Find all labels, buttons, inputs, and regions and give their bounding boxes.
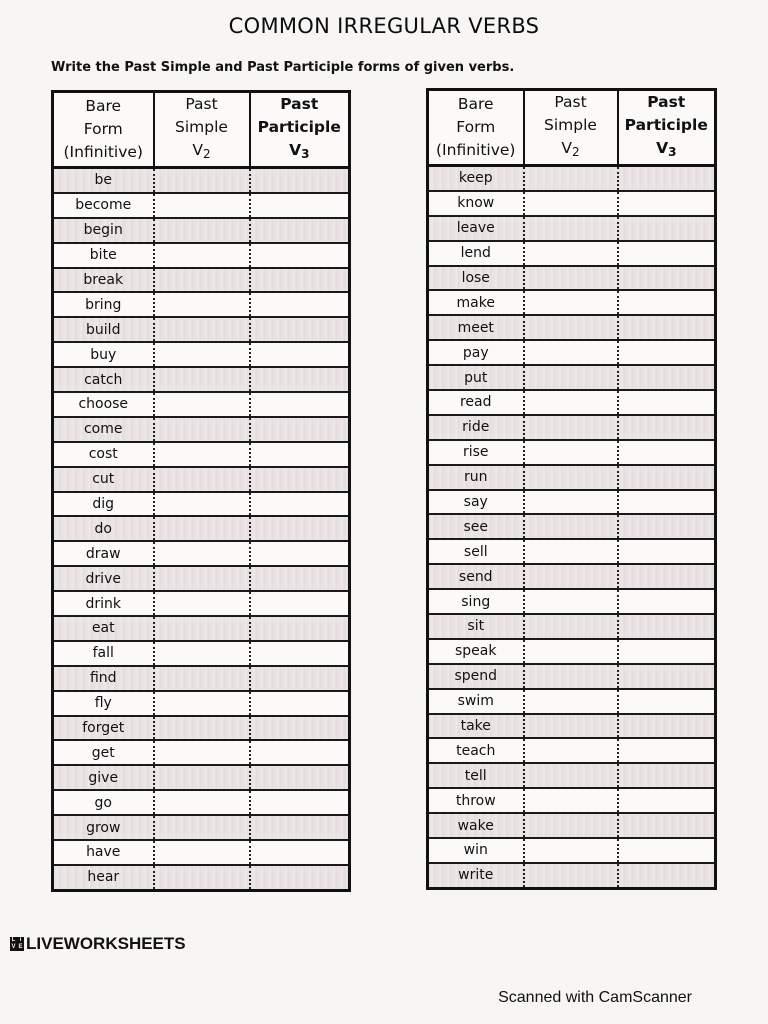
bare-form-cell: read	[428, 390, 524, 415]
past-participle-answer-cell[interactable]	[250, 492, 350, 517]
past-simple-answer-cell[interactable]	[524, 390, 618, 415]
verb-row	[428, 639, 716, 664]
bare-form-cell: become	[53, 193, 154, 218]
header-line: Bare	[457, 95, 494, 113]
header-subscript: 2	[571, 145, 580, 159]
past-simple-answer-cell[interactable]	[524, 589, 618, 614]
bare-form-cell: take	[428, 714, 524, 739]
verb-row	[53, 541, 350, 566]
past-participle-answer-cell[interactable]	[250, 168, 350, 193]
past-participle-answer-cell[interactable]	[250, 417, 350, 442]
past-participle-answer-cell[interactable]	[618, 664, 716, 689]
past-participle-answer-cell[interactable]	[618, 863, 716, 888]
verb-row	[428, 813, 716, 838]
verb-row	[428, 863, 716, 888]
past-participle-answer-cell[interactable]	[250, 716, 350, 741]
past-participle-answer-cell[interactable]	[250, 591, 350, 616]
bare-form-cell: rise	[428, 440, 524, 465]
bare-form-cell: say	[428, 490, 524, 515]
bare-form-cell: choose	[53, 392, 154, 417]
verb-row	[428, 290, 716, 315]
past-simple-answer-cell[interactable]	[524, 365, 618, 390]
bare-form-cell: draw	[53, 541, 154, 566]
past-simple-answer-cell[interactable]	[524, 763, 618, 788]
past-participle-answer-cell[interactable]	[618, 539, 716, 564]
verb-row	[53, 591, 350, 616]
past-simple-answer-cell[interactable]	[154, 591, 250, 616]
past-participle-answer-cell[interactable]	[250, 467, 350, 492]
bare-form-cell: forget	[53, 716, 154, 741]
past-participle-answer-cell[interactable]	[618, 365, 716, 390]
verb-row	[53, 516, 350, 541]
bare-form-cell: sell	[428, 539, 524, 564]
verb-row	[428, 241, 716, 266]
verb-row	[428, 714, 716, 739]
bare-form-cell: get	[53, 740, 154, 765]
verb-row	[428, 614, 716, 639]
verb-row	[428, 763, 716, 788]
header-line: Form	[83, 120, 123, 138]
verb-row	[428, 266, 716, 291]
liveworksheets-logo	[10, 934, 186, 954]
verb-row	[53, 193, 350, 218]
past-participle-answer-cell[interactable]	[250, 541, 350, 566]
past-simple-answer-cell[interactable]	[524, 614, 618, 639]
header-line: V	[192, 141, 203, 159]
header-line: (Infinitive)	[63, 143, 143, 161]
header-line: Simple	[544, 116, 597, 134]
past-participle-answer-cell[interactable]	[618, 241, 716, 266]
verb-row	[53, 367, 350, 392]
past-simple-answer-cell[interactable]	[524, 863, 618, 888]
verb-row	[53, 342, 350, 367]
header-past-participle	[250, 92, 350, 168]
header-line: Bare	[85, 97, 122, 115]
header-subscript: 3	[301, 147, 310, 161]
past-simple-answer-cell[interactable]	[154, 541, 250, 566]
bare-form-cell: ride	[428, 415, 524, 440]
verb-row	[53, 740, 350, 765]
past-participle-answer-cell[interactable]	[618, 589, 716, 614]
bare-form-cell: win	[428, 838, 524, 863]
past-simple-answer-cell[interactable]	[524, 290, 618, 315]
header-line: Past	[554, 93, 587, 111]
bare-form-cell: cost	[53, 442, 154, 467]
header-past-participle	[618, 90, 716, 166]
verb-row	[428, 340, 716, 365]
bare-form-cell: hear	[53, 865, 154, 890]
verb-row	[428, 490, 716, 515]
verb-row	[53, 442, 350, 467]
bare-form-cell: lend	[428, 241, 524, 266]
past-simple-answer-cell[interactable]	[154, 467, 250, 492]
verb-row	[428, 465, 716, 490]
verb-row	[53, 168, 350, 193]
table-header-row	[428, 90, 716, 166]
bare-form-cell: put	[428, 365, 524, 390]
past-participle-answer-cell[interactable]	[618, 813, 716, 838]
logo-letter: E	[18, 944, 23, 950]
past-simple-answer-cell[interactable]	[154, 492, 250, 517]
past-simple-answer-cell[interactable]	[524, 166, 618, 191]
bare-form-cell: see	[428, 514, 524, 539]
liveworksheets-logo-icon	[10, 937, 24, 951]
past-simple-answer-cell[interactable]	[154, 442, 250, 467]
past-participle-answer-cell[interactable]	[618, 166, 716, 191]
verb-row	[428, 415, 716, 440]
header-bare-form	[428, 90, 524, 166]
bare-form-cell: cut	[53, 467, 154, 492]
past-participle-answer-cell[interactable]	[618, 763, 716, 788]
past-simple-answer-cell[interactable]	[154, 740, 250, 765]
scan-watermark: Scanned with CamScanner	[498, 989, 692, 1006]
verb-table-right	[426, 88, 717, 890]
bare-form-cell: tell	[428, 763, 524, 788]
verb-row	[428, 440, 716, 465]
past-participle-answer-cell[interactable]	[250, 566, 350, 591]
past-simple-answer-cell[interactable]	[524, 714, 618, 739]
header-line: (Infinitive)	[436, 141, 516, 159]
verb-row	[428, 191, 716, 216]
bare-form-cell: break	[53, 268, 154, 293]
bare-form-cell: do	[53, 516, 154, 541]
bare-form-cell: throw	[428, 788, 524, 813]
header-line: V	[656, 139, 669, 157]
header-line: Simple	[175, 118, 228, 136]
past-participle-answer-cell[interactable]	[250, 815, 350, 840]
verb-row	[53, 417, 350, 442]
past-simple-answer-cell[interactable]	[154, 417, 250, 442]
past-simple-answer-cell[interactable]	[524, 838, 618, 863]
past-participle-answer-cell[interactable]	[250, 292, 350, 317]
verb-row	[53, 666, 350, 691]
bare-form-cell: sing	[428, 589, 524, 614]
bare-form-cell: write	[428, 863, 524, 888]
bare-form-cell: drive	[53, 566, 154, 591]
header-past-simple	[524, 90, 618, 166]
bare-form-cell: go	[53, 790, 154, 815]
verb-row	[53, 765, 350, 790]
verb-row	[428, 838, 716, 863]
bare-form-cell: eat	[53, 616, 154, 641]
verb-row	[53, 691, 350, 716]
header-line: Past	[647, 93, 686, 111]
verb-row	[53, 392, 350, 417]
past-simple-answer-cell[interactable]	[154, 193, 250, 218]
past-simple-answer-cell[interactable]	[524, 191, 618, 216]
bare-form-cell: teach	[428, 738, 524, 763]
past-participle-answer-cell[interactable]	[618, 340, 716, 365]
verb-row	[53, 840, 350, 865]
bare-form-cell: catch	[53, 367, 154, 392]
verb-row	[53, 865, 350, 890]
past-simple-answer-cell[interactable]	[524, 514, 618, 539]
past-simple-answer-cell[interactable]	[524, 564, 618, 589]
past-simple-answer-cell[interactable]	[154, 218, 250, 243]
past-participle-answer-cell[interactable]	[618, 266, 716, 291]
bare-form-cell: bring	[53, 292, 154, 317]
past-participle-answer-cell[interactable]	[250, 342, 350, 367]
header-line: Participle	[624, 116, 708, 134]
past-participle-answer-cell[interactable]	[618, 714, 716, 739]
past-simple-answer-cell[interactable]	[524, 340, 618, 365]
past-participle-answer-cell[interactable]	[618, 689, 716, 714]
past-participle-answer-cell[interactable]	[250, 691, 350, 716]
past-simple-answer-cell[interactable]	[154, 292, 250, 317]
verb-row	[428, 539, 716, 564]
verb-row	[428, 564, 716, 589]
header-line: V	[289, 141, 302, 159]
bare-form-cell: find	[53, 666, 154, 691]
past-participle-answer-cell[interactable]	[618, 465, 716, 490]
past-participle-answer-cell[interactable]	[618, 564, 716, 589]
past-participle-answer-cell[interactable]	[250, 442, 350, 467]
bare-form-cell: come	[53, 417, 154, 442]
past-participle-answer-cell[interactable]	[250, 243, 350, 268]
past-simple-answer-cell[interactable]	[154, 168, 250, 193]
verb-row	[53, 790, 350, 815]
past-simple-answer-cell[interactable]	[154, 840, 250, 865]
bare-form-cell: lose	[428, 266, 524, 291]
past-simple-answer-cell[interactable]	[524, 241, 618, 266]
verb-row	[53, 616, 350, 641]
past-participle-answer-cell[interactable]	[250, 641, 350, 666]
verb-row	[53, 243, 350, 268]
verb-row	[428, 689, 716, 714]
past-simple-answer-cell[interactable]	[524, 738, 618, 763]
past-simple-answer-cell[interactable]	[154, 865, 250, 890]
header-subscript: 2	[202, 147, 211, 161]
bare-form-cell: spend	[428, 664, 524, 689]
past-simple-answer-cell[interactable]	[524, 689, 618, 714]
brand-name: LIVEWORKSHEETS	[26, 934, 186, 953]
past-participle-answer-cell[interactable]	[618, 514, 716, 539]
past-simple-answer-cell[interactable]	[154, 367, 250, 392]
past-participle-answer-cell[interactable]	[618, 490, 716, 515]
past-participle-answer-cell[interactable]	[250, 865, 350, 890]
past-simple-answer-cell[interactable]	[154, 268, 250, 293]
past-participle-answer-cell[interactable]	[618, 440, 716, 465]
logo-letter: i	[17, 937, 24, 944]
past-participle-answer-cell[interactable]	[618, 415, 716, 440]
bare-form-cell: fall	[53, 641, 154, 666]
past-participle-answer-cell[interactable]	[618, 639, 716, 664]
bare-form-cell: begin	[53, 218, 154, 243]
past-participle-answer-cell[interactable]	[250, 790, 350, 815]
past-participle-answer-cell[interactable]	[250, 840, 350, 865]
past-simple-answer-cell[interactable]	[154, 815, 250, 840]
header-subscript: 3	[668, 145, 677, 159]
verb-row	[428, 365, 716, 390]
past-simple-answer-cell[interactable]	[154, 716, 250, 741]
header-line: Past	[185, 95, 218, 113]
past-simple-answer-cell[interactable]	[524, 664, 618, 689]
past-simple-answer-cell[interactable]	[154, 616, 250, 641]
verb-row	[53, 292, 350, 317]
header-bare-form	[53, 92, 154, 168]
past-simple-answer-cell[interactable]	[524, 788, 618, 813]
bare-form-cell: pay	[428, 340, 524, 365]
logo-letter: L	[11, 937, 16, 943]
past-participle-answer-cell[interactable]	[250, 193, 350, 218]
past-simple-answer-cell[interactable]	[154, 641, 250, 666]
past-simple-answer-cell[interactable]	[524, 415, 618, 440]
past-simple-answer-cell[interactable]	[154, 666, 250, 691]
bare-form-cell: run	[428, 465, 524, 490]
verb-row	[428, 390, 716, 415]
header-line: Past	[280, 95, 319, 113]
past-simple-answer-cell[interactable]	[524, 440, 618, 465]
bare-form-cell: give	[53, 765, 154, 790]
past-simple-answer-cell[interactable]	[154, 392, 250, 417]
bare-form-cell: send	[428, 564, 524, 589]
past-simple-answer-cell[interactable]	[154, 765, 250, 790]
past-simple-answer-cell[interactable]	[154, 317, 250, 342]
past-simple-answer-cell[interactable]	[524, 539, 618, 564]
verb-row	[428, 589, 716, 614]
past-simple-answer-cell[interactable]	[154, 342, 250, 367]
page-title: COMMON IRREGULAR VERBS	[228, 14, 540, 38]
past-participle-answer-cell[interactable]	[250, 367, 350, 392]
past-simple-answer-cell[interactable]	[154, 790, 250, 815]
past-participle-answer-cell[interactable]	[618, 788, 716, 813]
past-participle-answer-cell[interactable]	[618, 191, 716, 216]
verb-row	[53, 641, 350, 666]
past-participle-answer-cell[interactable]	[618, 738, 716, 763]
past-simple-answer-cell[interactable]	[524, 813, 618, 838]
bare-form-cell: buy	[53, 342, 154, 367]
past-simple-answer-cell[interactable]	[524, 490, 618, 515]
header-past-simple	[154, 92, 250, 168]
bare-form-cell: meet	[428, 315, 524, 340]
logo-letter: V	[11, 944, 16, 950]
past-simple-answer-cell[interactable]	[524, 216, 618, 241]
verb-row	[428, 514, 716, 539]
verb-row	[53, 492, 350, 517]
past-simple-answer-cell[interactable]	[154, 243, 250, 268]
verb-row	[53, 467, 350, 492]
bare-form-cell: wake	[428, 813, 524, 838]
past-simple-answer-cell[interactable]	[524, 266, 618, 291]
past-simple-answer-cell[interactable]	[154, 691, 250, 716]
bare-form-cell: swim	[428, 689, 524, 714]
past-simple-answer-cell[interactable]	[154, 516, 250, 541]
bare-form-cell: leave	[428, 216, 524, 241]
past-participle-answer-cell[interactable]	[618, 838, 716, 863]
verb-row	[53, 815, 350, 840]
verb-row	[428, 738, 716, 763]
past-participle-answer-cell[interactable]	[618, 216, 716, 241]
bare-form-cell: make	[428, 290, 524, 315]
past-participle-answer-cell[interactable]	[250, 392, 350, 417]
header-line: Form	[456, 118, 496, 136]
verb-row	[53, 268, 350, 293]
bare-form-cell: fly	[53, 691, 154, 716]
past-participle-answer-cell[interactable]	[250, 616, 350, 641]
past-participle-answer-cell[interactable]	[618, 614, 716, 639]
bare-form-cell: be	[53, 168, 154, 193]
verb-row	[428, 216, 716, 241]
verb-list-right	[428, 166, 716, 889]
bare-form-cell: know	[428, 191, 524, 216]
past-simple-answer-cell[interactable]	[154, 566, 250, 591]
table-header-row	[53, 92, 350, 168]
bare-form-cell: build	[53, 317, 154, 342]
past-simple-answer-cell[interactable]	[524, 465, 618, 490]
bare-form-cell: grow	[53, 815, 154, 840]
bare-form-cell: bite	[53, 243, 154, 268]
verb-row	[53, 218, 350, 243]
bare-form-cell: have	[53, 840, 154, 865]
header-line: Participle	[257, 118, 341, 136]
past-participle-answer-cell[interactable]	[250, 740, 350, 765]
verb-row	[428, 664, 716, 689]
past-participle-answer-cell[interactable]	[250, 268, 350, 293]
past-simple-answer-cell[interactable]	[524, 315, 618, 340]
bare-form-cell: dig	[53, 492, 154, 517]
verb-row	[53, 716, 350, 741]
past-participle-answer-cell[interactable]	[250, 765, 350, 790]
past-participle-answer-cell[interactable]	[618, 290, 716, 315]
bare-form-cell: speak	[428, 639, 524, 664]
instruction-text: Write the Past Simple and Past Participle forms of given verbs.	[51, 60, 515, 75]
past-participle-answer-cell[interactable]	[250, 516, 350, 541]
verb-row	[428, 788, 716, 813]
past-participle-answer-cell[interactable]	[250, 317, 350, 342]
past-participle-answer-cell[interactable]	[250, 666, 350, 691]
past-participle-answer-cell[interactable]	[250, 218, 350, 243]
past-simple-answer-cell[interactable]	[524, 639, 618, 664]
past-participle-answer-cell[interactable]	[618, 315, 716, 340]
verb-table-left	[51, 90, 351, 892]
verb-list-left	[53, 168, 350, 891]
verb-row	[428, 166, 716, 191]
bare-form-cell: sit	[428, 614, 524, 639]
header-line: V	[561, 139, 572, 157]
bare-form-cell: drink	[53, 591, 154, 616]
verb-row	[53, 317, 350, 342]
verb-row	[53, 566, 350, 591]
bare-form-cell: keep	[428, 166, 524, 191]
past-participle-answer-cell[interactable]	[618, 390, 716, 415]
verb-row	[428, 315, 716, 340]
